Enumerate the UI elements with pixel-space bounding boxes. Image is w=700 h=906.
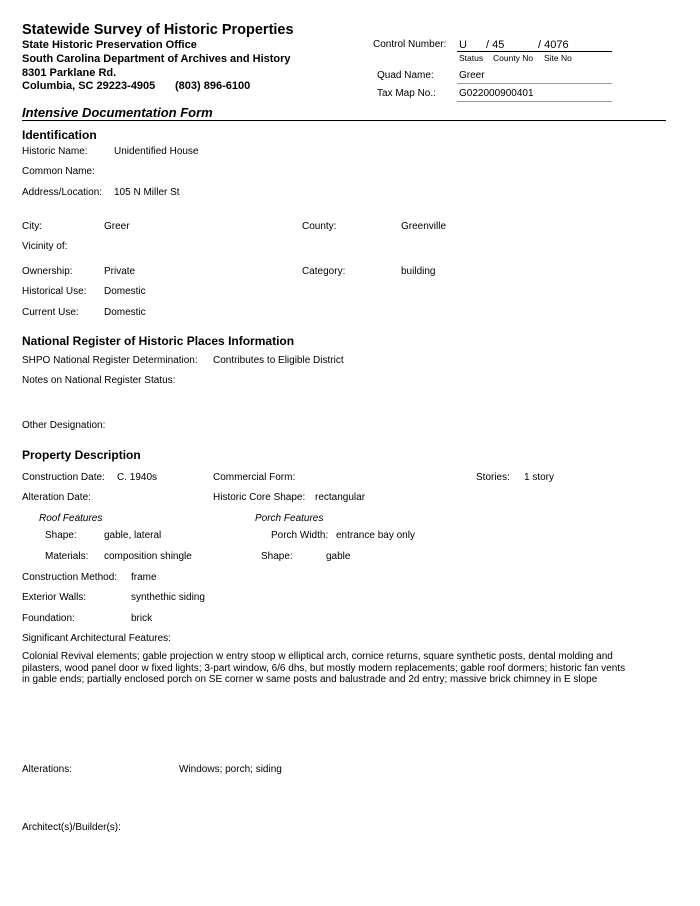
porch-width-value: entrance bay only <box>336 530 415 541</box>
historic-name-value: Unidentified House <box>114 146 199 157</box>
roof-features-heading: Roof Features <box>39 513 103 524</box>
property-description-heading: Property Description <box>22 448 141 462</box>
stories-label: Stories: <box>476 472 510 483</box>
control-status-value: U <box>459 39 467 51</box>
historical-use-label: Historical Use: <box>22 286 87 297</box>
county-label: County: <box>302 221 337 232</box>
address-value: 105 N Miller St <box>114 187 180 198</box>
office-name: State Historic Preservation Office <box>22 39 197 51</box>
commercial-form-label: Commercial Form: <box>213 472 296 483</box>
tax-map-line <box>457 101 612 102</box>
historic-name-label: Historic Name: <box>22 146 88 157</box>
porch-features-heading: Porch Features <box>255 513 324 524</box>
significant-features-text: Colonial Revival elements; gable projection w entry stoop w elliptical arch, cornice returns, square synthetic posts, dental molding and pilasters, wood panel door w fixed lights; 3-part window, 6/6 dhs, but mostly modern replacements; gable roof dormers; historic fan vents in gable ends; partially enclosed porch on SE corner w same posts and balustrade and 2d entry; massive brick chimney in E slope <box>22 651 626 685</box>
roof-shape-label: Shape: <box>45 530 77 541</box>
architect-builder-label: Architect(s)/Builder(s): <box>22 822 121 833</box>
identification-heading: Identification <box>22 128 97 142</box>
vicinity-label: Vicinity of: <box>22 241 68 252</box>
tax-map-label: Tax Map No.: <box>377 88 436 99</box>
form-title-rule <box>22 120 666 121</box>
porch-shape-value: gable <box>326 551 351 562</box>
alterations-value: Windows; porch; siding <box>179 764 282 775</box>
category-value: building <box>401 266 436 277</box>
exterior-walls-value: synthethic siding <box>131 592 205 603</box>
control-number-line <box>457 51 612 52</box>
city-state-zip: Columbia, SC 29223-4905 <box>22 80 156 92</box>
historical-use-value: Domestic <box>104 286 146 297</box>
construction-method-label: Construction Method: <box>22 572 118 583</box>
address-label: Address/Location: <box>22 187 103 198</box>
exterior-walls-label: Exterior Walls: <box>22 592 87 603</box>
ownership-label: Ownership: <box>22 266 73 277</box>
current-use-value: Domestic <box>104 307 146 318</box>
core-shape-label: Historic Core Shape: <box>213 492 306 503</box>
foundation-label: Foundation: <box>22 613 75 624</box>
core-shape-value: rectangular <box>315 492 366 503</box>
construction-method-value: frame <box>131 572 157 583</box>
county-no-caption: County No <box>493 53 534 63</box>
roof-materials-label: Materials: <box>45 551 89 562</box>
national-register-heading: National Register of Historic Places Information <box>22 334 295 348</box>
common-name-label: Common Name: <box>22 166 95 177</box>
control-county-value: / 45 <box>486 39 505 51</box>
shpo-determination-label: SHPO National Register Determination: <box>22 355 198 366</box>
other-designation-label: Other Designation: <box>22 420 106 431</box>
survey-title: Statewide Survey of Historic Properties <box>22 22 294 38</box>
current-use-label: Current Use: <box>22 307 79 318</box>
control-number-label: Control Number: <box>373 39 447 50</box>
roof-shape-value: gable, lateral <box>104 530 162 541</box>
alterations-label: Alterations: <box>22 764 73 775</box>
foundation-value: brick <box>131 613 153 624</box>
street-address: 8301 Parklane Rd. <box>22 67 117 79</box>
tax-map-value: G022000900401 <box>459 88 534 99</box>
department-name: South Carolina Department of Archives and History <box>22 53 291 65</box>
quad-name-label: Quad Name: <box>377 70 434 81</box>
stories-value: 1 story <box>524 472 555 483</box>
quad-name-value: Greer <box>459 70 485 81</box>
phone-number: (803) 896-6100 <box>175 80 251 92</box>
nr-notes-label: Notes on National Register Status: <box>22 375 176 386</box>
shpo-determination-value: Contributes to Eligible District <box>213 355 344 366</box>
ownership-value: Private <box>104 266 136 277</box>
construction-date-label: Construction Date: <box>22 472 105 483</box>
construction-date-value: C. 1940s <box>117 472 158 483</box>
control-site-value: / 4076 <box>538 39 569 51</box>
quad-name-line <box>457 83 612 84</box>
city-label: City: <box>22 221 42 232</box>
city-value: Greer <box>104 221 130 232</box>
status-caption: Status <box>459 53 484 63</box>
site-no-caption: Site No <box>544 53 572 63</box>
roof-materials-value: composition shingle <box>104 551 192 562</box>
significant-features-label: Significant Architectural Features: <box>22 633 171 644</box>
category-label: Category: <box>302 266 346 277</box>
alteration-date-label: Alteration Date: <box>22 492 91 503</box>
porch-width-label: Porch Width: <box>271 530 329 541</box>
porch-shape-label: Shape: <box>261 551 293 562</box>
form-title: Intensive Documentation Form <box>22 105 213 120</box>
county-value: Greenville <box>401 221 447 232</box>
